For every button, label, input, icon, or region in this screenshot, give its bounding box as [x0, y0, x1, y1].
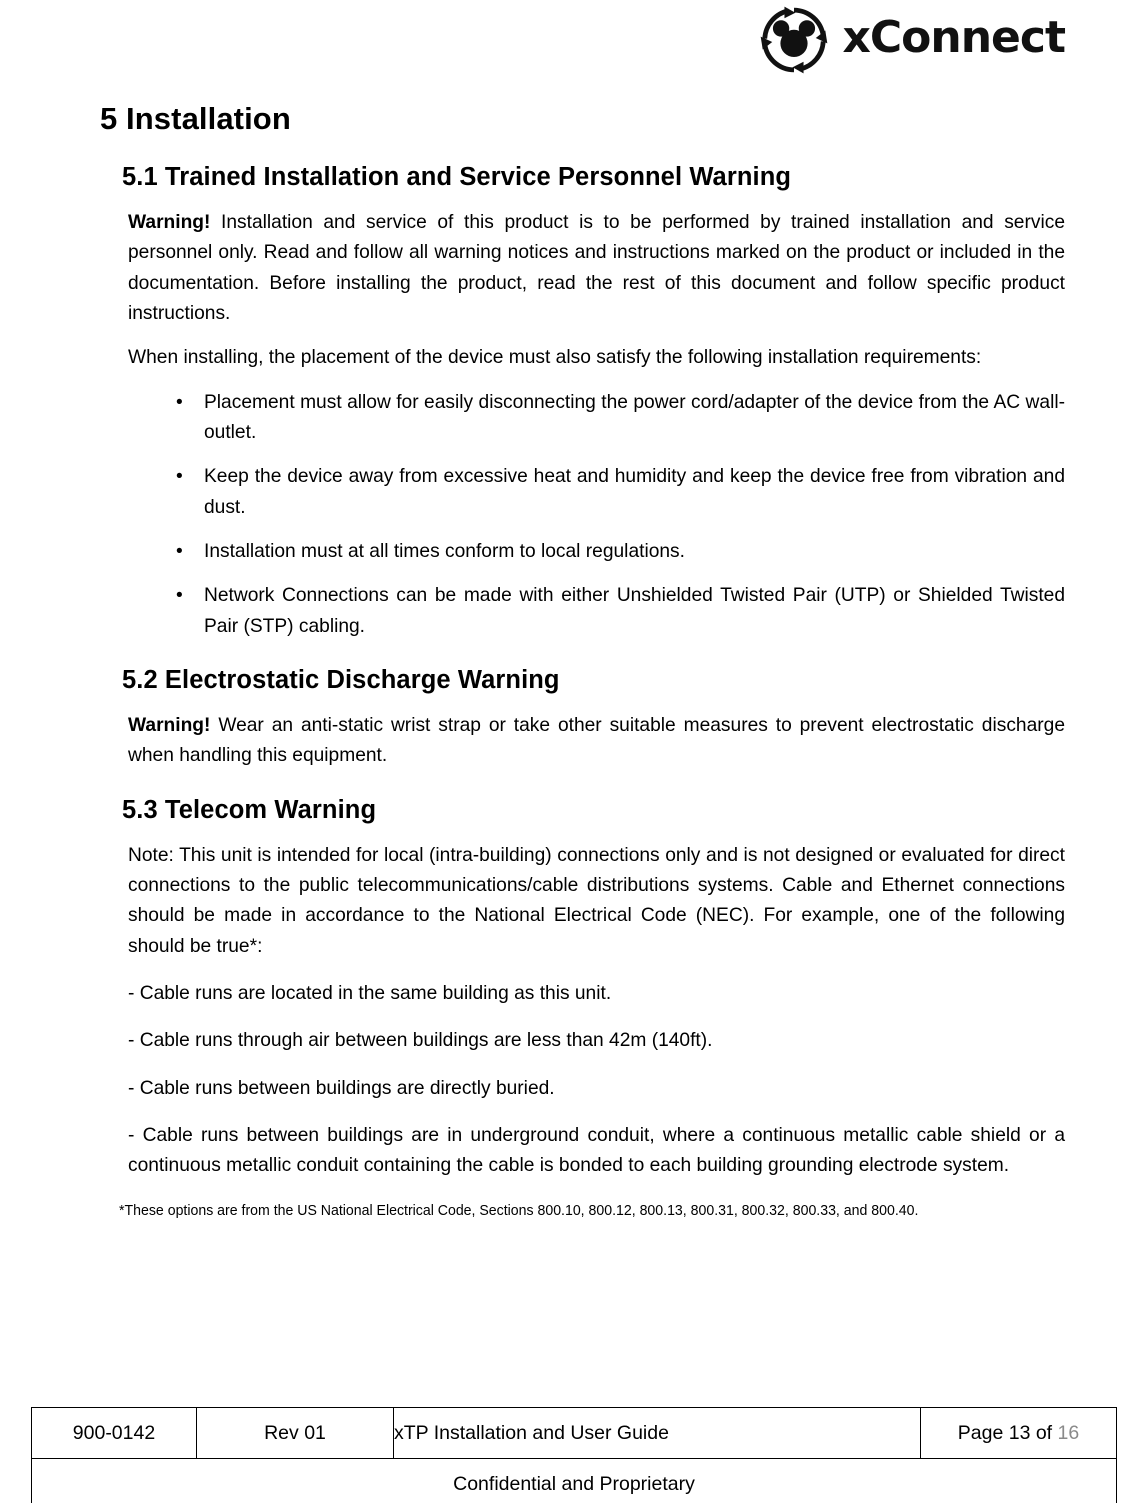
heading-5-2: 5.2 Electrostatic Discharge Warning	[122, 665, 560, 694]
page-label: Page 13 of	[957, 1421, 1058, 1444]
warning-text: Installation and service of this product is to be performed by trained installation and service personnel only. Read and follow all warning notices and instructions marked on the product or included in the documentation. Before installing the product, read the rest of this document and follow specific product instructions.	[128, 211, 1065, 324]
page-header	[0, 0, 1143, 82]
brand-wordmark: xConnect	[842, 12, 1065, 63]
list-item-text: Keep the device away from excessive heat and humidity and keep the device free from vibration and dust.	[204, 466, 1065, 518]
xconnect-recycle-mouse-logo-icon	[760, 6, 828, 74]
list-item-text: Installation must at all times conform to local regulations.	[204, 540, 685, 562]
warning-label: Warning!	[128, 211, 211, 233]
page-footer	[31, 1407, 1112, 1503]
footer-table	[31, 1407, 1117, 1503]
heading-5-1: 5.1 Trained Installation and Service Personnel Warning	[122, 162, 792, 191]
bullet-icon: •	[176, 540, 183, 562]
telecom-note: Note: This unit is intended for local (intra-building) connections only and is not designed or evaluated for direct connections to the public telecommunications/cable distributions systems. Cable and Ethernet connections should be made in accordance to the National Electrical Code (NEC). For example, one of the following should be true*:	[128, 844, 1065, 957]
footer-page-number	[921, 1408, 1117, 1459]
footer-revision: Rev 01	[197, 1408, 394, 1459]
dash-item: - Cable runs are located in the same building as this unit.	[128, 983, 612, 1005]
dash-item: - Cable runs between buildings are directly buried.	[128, 1077, 555, 1099]
table-row	[32, 1459, 1117, 1503]
list-item-text: Placement must allow for easily disconnecting the power cord/adapter of the device from the AC wall-outlet.	[204, 391, 1065, 443]
brand-logo	[760, 6, 1065, 74]
footer-doc-number: 900-0142	[32, 1408, 197, 1459]
install-requirements-intro: When installing, the placement of the device must also satisfy the following installation requirements:	[128, 347, 982, 369]
warning-paragraph-5-1	[0, 208, 1143, 329]
footer-title: xTP Installation and User Guide	[394, 1408, 921, 1459]
bullet-icon: •	[176, 585, 183, 607]
list-item	[0, 462, 1143, 523]
warning-text: Wear an anti-static wrist strap or take other suitable measures to prevent electrostatic discharge when handling this equipment.	[128, 714, 1065, 767]
dash-item: - Cable runs between buildings are in underground conduit, where a continuous metallic cable shield or a continuous metallic conduit containing the cable is bonded to each building grounding electrode system.	[128, 1125, 1065, 1177]
page-total: 16	[1057, 1421, 1080, 1444]
install-requirements-list	[0, 388, 1143, 642]
list-item	[0, 537, 1143, 567]
warning-label: Warning!	[128, 714, 211, 736]
footnote: *These options are from the US National Electrical Code, Sections 800.10, 800.12, 800.13, 800.31, 800.32, 800.33, and 800.40.	[119, 1201, 919, 1219]
footer-confidential-notice: Confidential and Proprietary	[32, 1459, 1117, 1503]
list-item-text: Network Connections can be made with either Unshielded Twisted Pair (UTP) or Shielded Twisted Pair (STP) cabling.	[204, 585, 1065, 637]
page-title: 5 Installation	[100, 101, 291, 136]
list-item	[0, 388, 1143, 449]
table-row	[32, 1408, 1117, 1459]
warning-paragraph-5-2	[0, 711, 1143, 772]
heading-5-3: 5.3 Telecom Warning	[122, 795, 377, 824]
bullet-icon: •	[176, 391, 183, 413]
bullet-icon: •	[176, 466, 183, 488]
dash-item: - Cable runs through air between buildings are less than 42m (140ft).	[128, 1030, 713, 1052]
list-item	[0, 581, 1143, 642]
page-content	[0, 82, 1143, 1222]
